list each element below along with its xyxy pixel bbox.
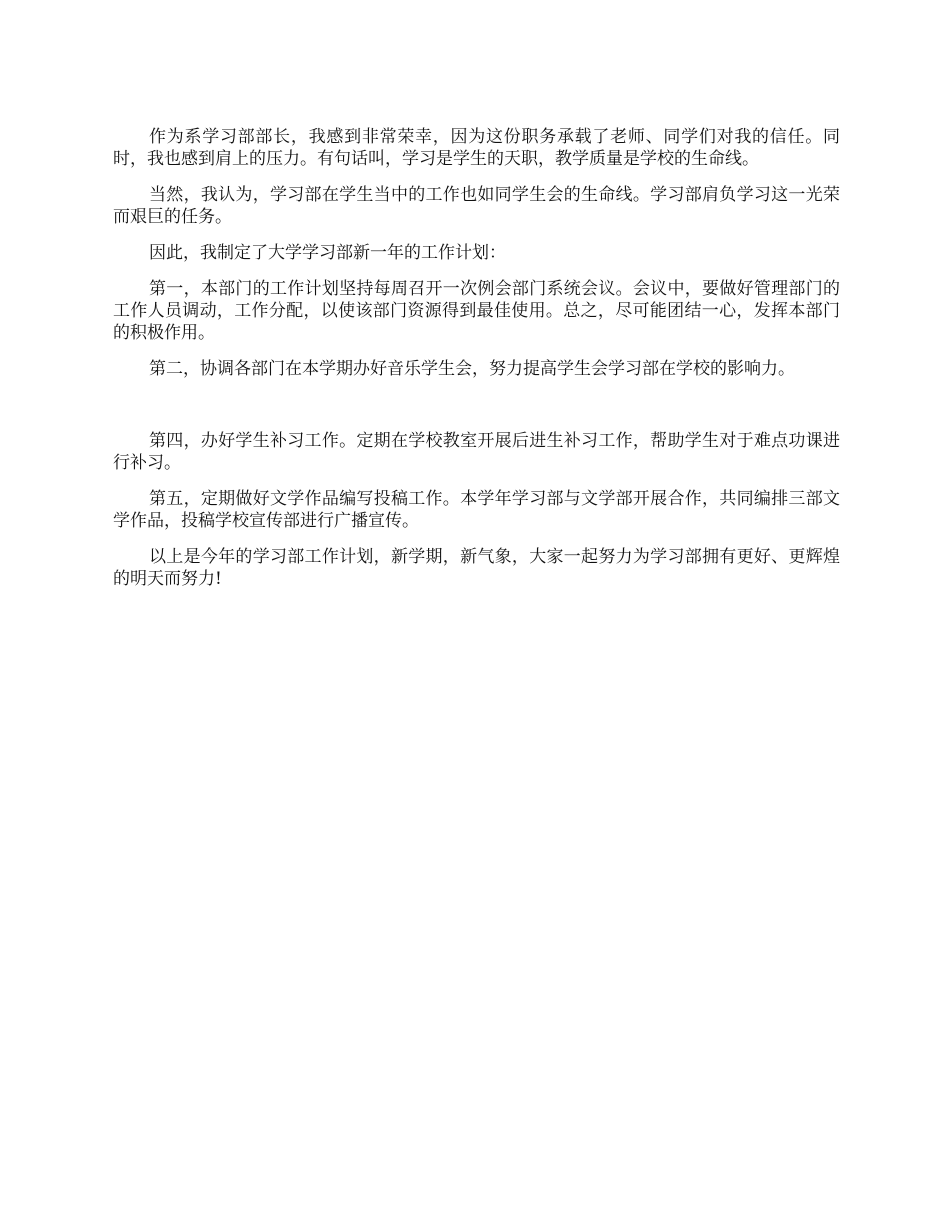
paragraph-role: 当然，我认为，学习部在学生当中的工作也如同学生会的生命线。学习部肩负学习这一光荣而艰巨的任务。 <box>113 185 840 227</box>
paragraph-point-1: 第一，本部门的工作计划坚持每周召开一次例会部门系统会议。会议中，要做好管理部门的工作人员调动，工作分配，以使该部门资源得到最佳使用。总之，尽可能团结一心，发挥本部门的积极作用。 <box>113 279 840 343</box>
document-body <box>113 126 840 604</box>
blank-gap <box>113 394 840 430</box>
paragraph-intro: 作为系学习部部长，我感到非常荣幸，因为这份职务承载了老师、同学们对我的信任。同时，我也感到肩上的压力。有句话叫，学习是学生的天职，教学质量是学校的生命线。 <box>113 127 840 169</box>
paragraph-conclusion: 以上是今年的学习部工作计划，新学期，新气象，大家一起努力为学习部拥有更好、更辉煌的明天而努力! <box>113 547 840 589</box>
paragraph-point-5: 第五，定期做好文学作品编写投稿工作。本学年学习部与文学部开展合作，共同编排三部文学作品，投稿学校宣传部进行广播宣传。 <box>113 489 840 531</box>
paragraph-plan-intro: 因此，我制定了大学学习部新一年的工作计划： <box>149 243 506 263</box>
paragraph-point-2: 第二，协调各部门在本学期办好音乐学生会，努力提高学生会学习部在学校的影响力。 <box>149 359 795 379</box>
paragraph-point-4: 第四，办好学生补习工作。定期在学校教室开展后进生补习工作，帮助学生对于难点功课进行补习。 <box>113 431 840 473</box>
